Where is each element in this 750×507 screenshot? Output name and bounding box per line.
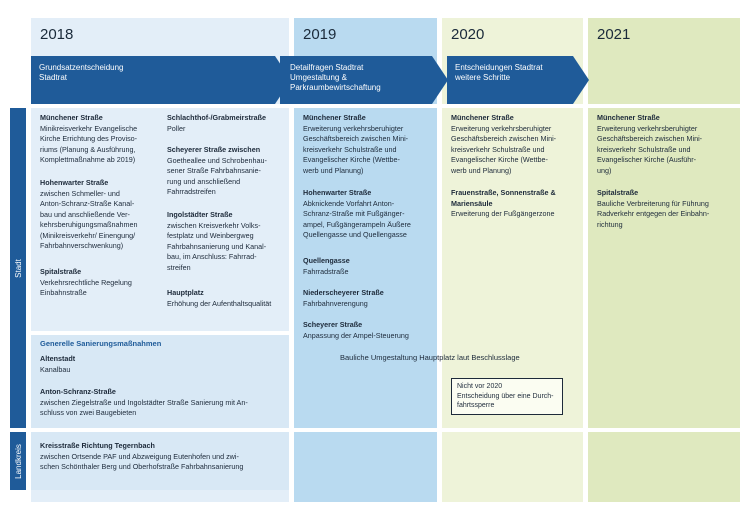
year-2019: 2019 <box>303 26 337 43</box>
entry-niederscheyerer: Niederscheyerer Straße Fahrbahnverengung <box>303 288 384 308</box>
entry-frauenstrasse: Frauenstraße, Sonnenstraße & Mariensäule Erweiterung der Fußgängerzone <box>451 188 556 218</box>
row-separator <box>31 104 740 108</box>
year-2021: 2021 <box>597 26 631 43</box>
entry-muenchener-2020: Münchener Straße Erweiterung verkehrsberuhigter Geschäftsbereich zwischen Mini- kreisverkehr Schulstraße und Evangelischer Kirche (Wettbe- werb und Planung) <box>451 113 557 175</box>
entry-hauptplatz: Hauptplatz Erhöhung der Aufenthaltsqualität <box>167 288 272 308</box>
entry-scheyerer-2018: Scheyerer Straße zwischen Goetheallee und Schrobenhau- sener Straße Fahrbahnsanie- rung und anschließend Fahrradstreifen <box>167 145 267 196</box>
phase-arrow-head <box>573 56 589 104</box>
entry-spitalstrasse-2018: Spitalstraße Verkehrsrechtliche Regelung Einbahnstraße <box>40 267 132 297</box>
note-box: Nicht vor 2020 Entscheidung über eine Durch- fahrtssperre <box>451 378 563 415</box>
entry-muenchener-2018: Münchener Straße Minikreisverkehr Evangelische Kirche Errichtung des Proviso- riums (Planung & Ausführung, Komplettmaßnahme ab 2019) <box>40 113 138 164</box>
phase-entscheidungen: Entscheidungen Stadtrat weitere Schritte <box>447 56 573 104</box>
year-2018: 2018 <box>40 26 74 43</box>
phase-grundsatzentscheidung: Grundsatzentscheidung Stadtrat <box>31 56 275 104</box>
entry-spitalstrasse-2021: Spitalstraße Bauliche Verbreiterung für Führung Radverkehr entgegen der Einbahn- richtung <box>597 188 710 229</box>
hauptplatz-umgestaltung: Bauliche Umgestaltung Hauptplatz laut Beschlusslage <box>340 353 520 362</box>
general-measures-heading: Generelle Sanierungsmaßnahmen <box>40 339 162 348</box>
entry-muenchener-2021: Münchener Straße Erweiterung verkehrsberuhigter Geschäftsbereich zwischen Mini- kreisverkehr Schulstraße und Evangelischer Kirche (Ausführ- ung) <box>597 113 703 175</box>
entry-quellengasse: Quellengasse Fahrradstraße <box>303 256 350 276</box>
side-label-landkreis: Landkreis <box>10 432 26 490</box>
entry-altenstadt: Altenstadt Kanalbau <box>40 354 76 374</box>
phase-arrow-head <box>432 56 448 104</box>
entry-scheyerer-2019: Scheyerer Straße Anpassung der Ampel-Steuerung <box>303 320 409 340</box>
phase-detailfragen: Detailfragen Stadtrat Umgestaltung & Parkraumbewirtschaftung <box>280 56 432 104</box>
entry-kreisstrasse: Kreisstraße Richtung Tegernbach zwischen Ortsende PAF und Abzweigung Eutenhofen und zwi- schen Schönthaler Berg und Oberhofstraße Fahrbahnsanierung <box>40 441 244 471</box>
entry-hohenwarter-2018: Hohenwarter Straße zwischen Schmeller- und Anton-Schranz-Straße Kanal- bau und anschließende Ver- kehrsberuhigungsmaßnahmen (Minikreisverkehr/ Einengung/ Fahrbahnverschwenkung) <box>40 178 138 250</box>
entry-schlachthof: Schlachthof-/Grabmeirstraße Poller <box>167 113 267 133</box>
entry-muenchener-2019: Münchener Straße Erweiterung verkehrsberuhigter Geschäftsbereich zwischen Mini- kreisverkehr Schulstraße und Evangelischer Kirche (Wettbe- werb und Planung) <box>303 113 409 175</box>
entry-ingolstaedter: Ingolstädter Straße zwischen Kreisverkehr Volks- festplatz und Weinbergweg Fahrbahnsanierung und Kanal- bau, im Anschluss: Fahrrad- streifen <box>167 210 267 272</box>
entry-anton-schranz: Anton-Schranz-Straße zwischen Ziegelstraße und Ingolstädter Straße Sanierung mit An- schluss von zwei Baugebieten <box>40 387 248 417</box>
year-2020: 2020 <box>451 26 485 43</box>
entry-hohenwarter-2019: Hohenwarter Straße Abknickende Vorfahrt Anton- Schranz-Straße mit Fußgänger- ampel, Fußgängerampeln Äußere Quellengasse und Quellengasse <box>303 188 411 239</box>
side-label-stadt: Stadt <box>10 108 26 428</box>
